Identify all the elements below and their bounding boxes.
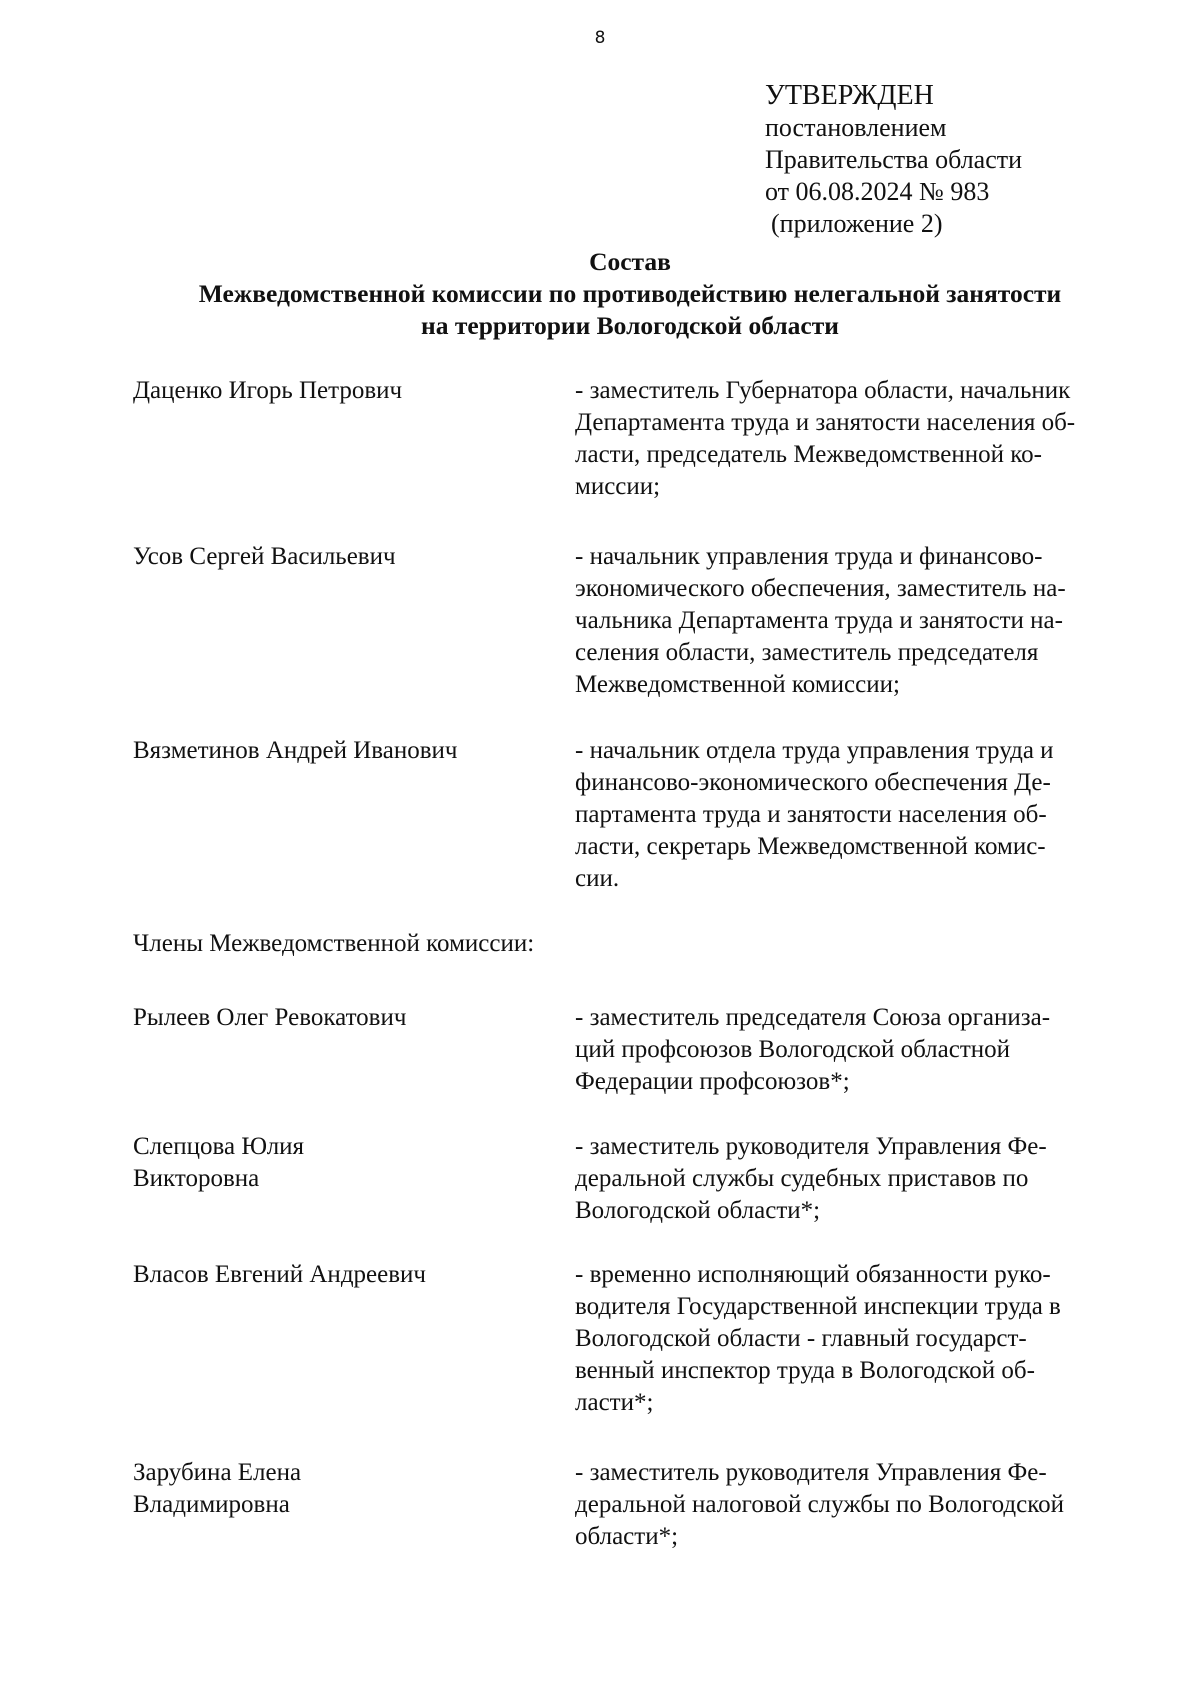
member-name-line: Владимировна [133, 1491, 290, 1518]
position-line: ций профсоюзов Вологодской областной [575, 1036, 1011, 1063]
member-name [133, 735, 575, 895]
member-row [133, 541, 1143, 735]
approval-line-2: Правительства области [765, 145, 1023, 174]
member-position [575, 1259, 1143, 1457]
member-name-line: Викторовна [133, 1165, 260, 1192]
member-position [575, 1131, 1143, 1259]
member-position [575, 375, 1143, 541]
position-line: области*; [575, 1523, 679, 1550]
member-row [133, 1259, 1143, 1457]
position-line: сии. [575, 865, 620, 892]
member-name-line: Рылеев Олег Ревокатович [133, 1004, 407, 1031]
position-line: - заместитель председателя Союза организа- [575, 1004, 1051, 1031]
position-line: - заместитель руководителя Управления Фе- [575, 1133, 1047, 1160]
position-line: деральной службы судебных приставов по [575, 1165, 1029, 1192]
position-line: Вологодской области*; [575, 1197, 821, 1224]
position-line: Департамента труда и занятости населения об- [575, 409, 1076, 436]
approved-label: УТВЕРЖДЕН [765, 80, 934, 111]
document-title [0, 246, 1200, 342]
member-position [575, 1002, 1143, 1131]
position-line: чальника Департамента труда и занятости на- [575, 607, 1063, 634]
member-position [575, 1457, 1143, 1553]
member-name [133, 1457, 575, 1553]
member-name [133, 375, 575, 541]
member-name-line: Даценко Игорь Петрович [133, 377, 403, 404]
member-name-line: Власов Евгений Андреевич [133, 1261, 426, 1288]
member-name-line: Усов Сергей Васильевич [133, 543, 396, 570]
member-name [133, 1259, 575, 1457]
member-name-line: Вязметинов Андрей Иванович [133, 737, 458, 764]
approval-stamp [765, 80, 1022, 240]
position-line: - временно исполняющий обязанности руко- [575, 1261, 1051, 1288]
position-line: Межведомственной комиссии; [575, 671, 900, 698]
member-row [133, 1457, 1143, 1553]
member-row [133, 1131, 1143, 1259]
page-number: 8 [594, 28, 606, 48]
member-position [575, 541, 1143, 735]
position-line: Федерации профсоюзов*; [575, 1068, 850, 1095]
member-row [133, 735, 1143, 895]
approval-appendix: (приложение 2) [771, 209, 943, 238]
position-line: - заместитель руководителя Управления Фе- [575, 1459, 1047, 1486]
title-line-1: Состав [589, 247, 671, 276]
members-heading: Члены Межведомственной комиссии: [133, 930, 535, 957]
title-line-2: Межведомственной комиссии по противодействию нелегальной занятости [198, 279, 1062, 308]
member-name-line: Зарубина Елена [133, 1459, 302, 1486]
member-position [575, 735, 1143, 895]
approval-line-1: постановлением [765, 113, 947, 142]
position-line: деральной налоговой службы по Вологодской [575, 1491, 1064, 1518]
position-line: - заместитель Губернатора области, начальник [575, 377, 1071, 404]
position-line: миссии; [575, 473, 661, 500]
position-line: финансово-экономического обеспечения Де- [575, 769, 1051, 796]
member-row [133, 375, 1143, 541]
position-line: партамента труда и занятости населения об- [575, 801, 1047, 828]
member-name [133, 1131, 575, 1259]
member-name [133, 1002, 575, 1131]
member-name-line: Слепцова Юлия [133, 1133, 305, 1160]
position-line: водителя Государственной инспекции труда в [575, 1293, 1061, 1320]
approval-line-3: от 06.08.2024 № 983 [765, 177, 990, 206]
member-row [133, 1002, 1143, 1131]
position-line: венный инспектор труда в Вологодской об- [575, 1357, 1035, 1384]
leadership-list [133, 375, 1143, 895]
position-line: ласти, секретарь Межведомственной комис- [575, 833, 1046, 860]
position-line: ласти, председатель Межведомственной ко- [575, 441, 1042, 468]
members-list [133, 1002, 1143, 1553]
member-name [133, 541, 575, 735]
title-line-3: на территории Вологодской области [421, 311, 839, 340]
position-line: - начальник отдела труда управления труда и [575, 737, 1054, 764]
position-line: ласти*; [575, 1389, 654, 1416]
position-line: Вологодской области - главный государст- [575, 1325, 1027, 1352]
position-line: селения области, заместитель председателя [575, 639, 1039, 666]
position-line: - начальник управления труда и финансово- [575, 543, 1043, 570]
position-line: экономического обеспечения, заместитель на- [575, 575, 1066, 602]
